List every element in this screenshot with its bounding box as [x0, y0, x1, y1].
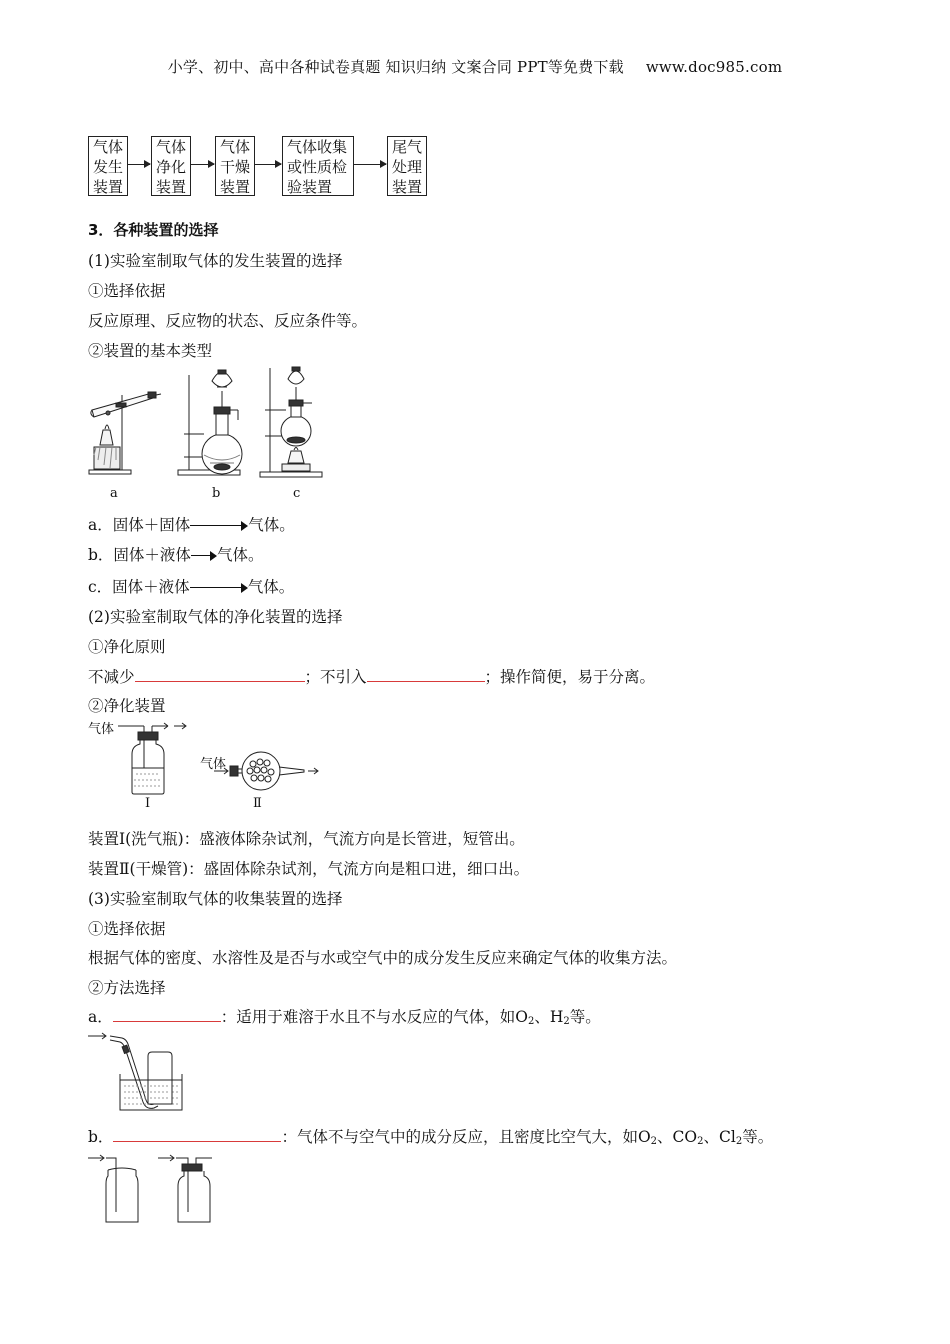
p3-method-label: ②方法选择 — [88, 979, 166, 997]
gas-label-1: 气体 — [88, 722, 115, 737]
apparatus-b — [178, 370, 242, 475]
short-arrow — [191, 551, 217, 561]
wash-bottle — [118, 723, 186, 794]
p2-devices-label: ②净化装置 — [88, 697, 166, 715]
method-b: b． ：气体不与空气中的成分反应，且密度比空气大，如$O_2$、$CO_2$、$Cl_2$等。 — [88, 1128, 774, 1147]
p2-heading: (2)实验室制取气体的净化装置的选择 — [88, 608, 343, 626]
flow-arrow — [354, 164, 386, 165]
flow-arrow — [128, 164, 150, 165]
p1-heading: (1)实验室制取气体的发生装置的选择 — [88, 252, 343, 270]
gas-label-2: 气体 — [200, 757, 227, 772]
flow-arrow — [255, 164, 281, 165]
collection-bottle-1 — [88, 1155, 138, 1222]
collection-bottle-2 — [158, 1155, 212, 1222]
water-displacement-figure — [88, 1034, 198, 1114]
drying-tube — [214, 752, 318, 790]
generation-apparatus-figure — [86, 365, 346, 483]
flow-box-drying: 气体 干燥 装置 — [215, 136, 255, 196]
apparatus-c — [260, 367, 322, 477]
page-header — [0, 56, 950, 77]
air-displacement-figure — [88, 1152, 228, 1228]
p3-heading: (3)实验室制取气体的收集装置的选择 — [88, 890, 343, 908]
caption-device-1: Ⅰ — [145, 796, 151, 811]
flow-box-collection: 气体收集 或性质检 验装置 — [282, 136, 354, 196]
flow-box-tail-gas: 尾气 处理 装置 — [387, 136, 427, 196]
reaction-b: b．固体＋液体 气体。 — [88, 546, 264, 564]
p1-types-label: ②装置的基本类型 — [88, 342, 213, 360]
p1-basis-text: 反应原理、反应物的状态、反应条件等。 — [88, 312, 368, 330]
p3-basis-text: 根据气体的密度、水溶性及是否与水或空气中的成分发生反应来确定气体的收集方法。 — [88, 949, 678, 967]
blank-field[interactable] — [135, 668, 305, 682]
p2-principle: 不减少 ；不引入 ；操作简便，易于分离。 — [88, 668, 656, 686]
method-a: a． ：适用于难溶于水且不与水反应的气体，如$O_2$、$H_2$等。 — [88, 1008, 601, 1027]
section-title: 3．各种装置的选择 — [88, 221, 219, 239]
p1-basis-label: ①选择依据 — [88, 282, 166, 300]
p3-basis-label: ①选择依据 — [88, 920, 166, 938]
p2-principle-label: ①净化原则 — [88, 638, 166, 656]
flow-arrow — [191, 164, 214, 165]
header-text: 小学、初中、高中各种试卷真题 知识归纳 文案合同 PPT等免费下载 — [167, 58, 624, 76]
device-1-text: 装置Ⅰ(洗气瓶)：盛液体除杂试剂，气流方向是长管进，短管出。 — [88, 830, 525, 848]
flow-box-generation: 气体 发生 装置 — [88, 136, 128, 196]
reaction-a: a．固体＋固体 气体。 — [88, 516, 295, 534]
caption-c: c — [293, 486, 301, 501]
blank-field[interactable] — [113, 1008, 221, 1022]
flow-box-purification: 气体 净化 装置 — [151, 136, 191, 196]
blank-field[interactable] — [113, 1128, 281, 1142]
caption-a: a — [110, 486, 118, 501]
header-url[interactable]: www.doc985.com — [645, 58, 783, 76]
caption-device-2: Ⅱ — [253, 796, 262, 811]
caption-b: b — [212, 486, 221, 501]
long-arrow — [190, 521, 248, 531]
reaction-c: c．固体＋液体 气体。 — [88, 578, 295, 596]
long-arrow — [190, 583, 248, 593]
apparatus-a — [89, 392, 161, 474]
purification-devices-figure — [118, 718, 328, 798]
device-2-text: 装置Ⅱ(干燥管)：盛固体除杂试剂，气流方向是粗口进，细口出。 — [88, 860, 530, 878]
blank-field[interactable] — [367, 668, 485, 682]
